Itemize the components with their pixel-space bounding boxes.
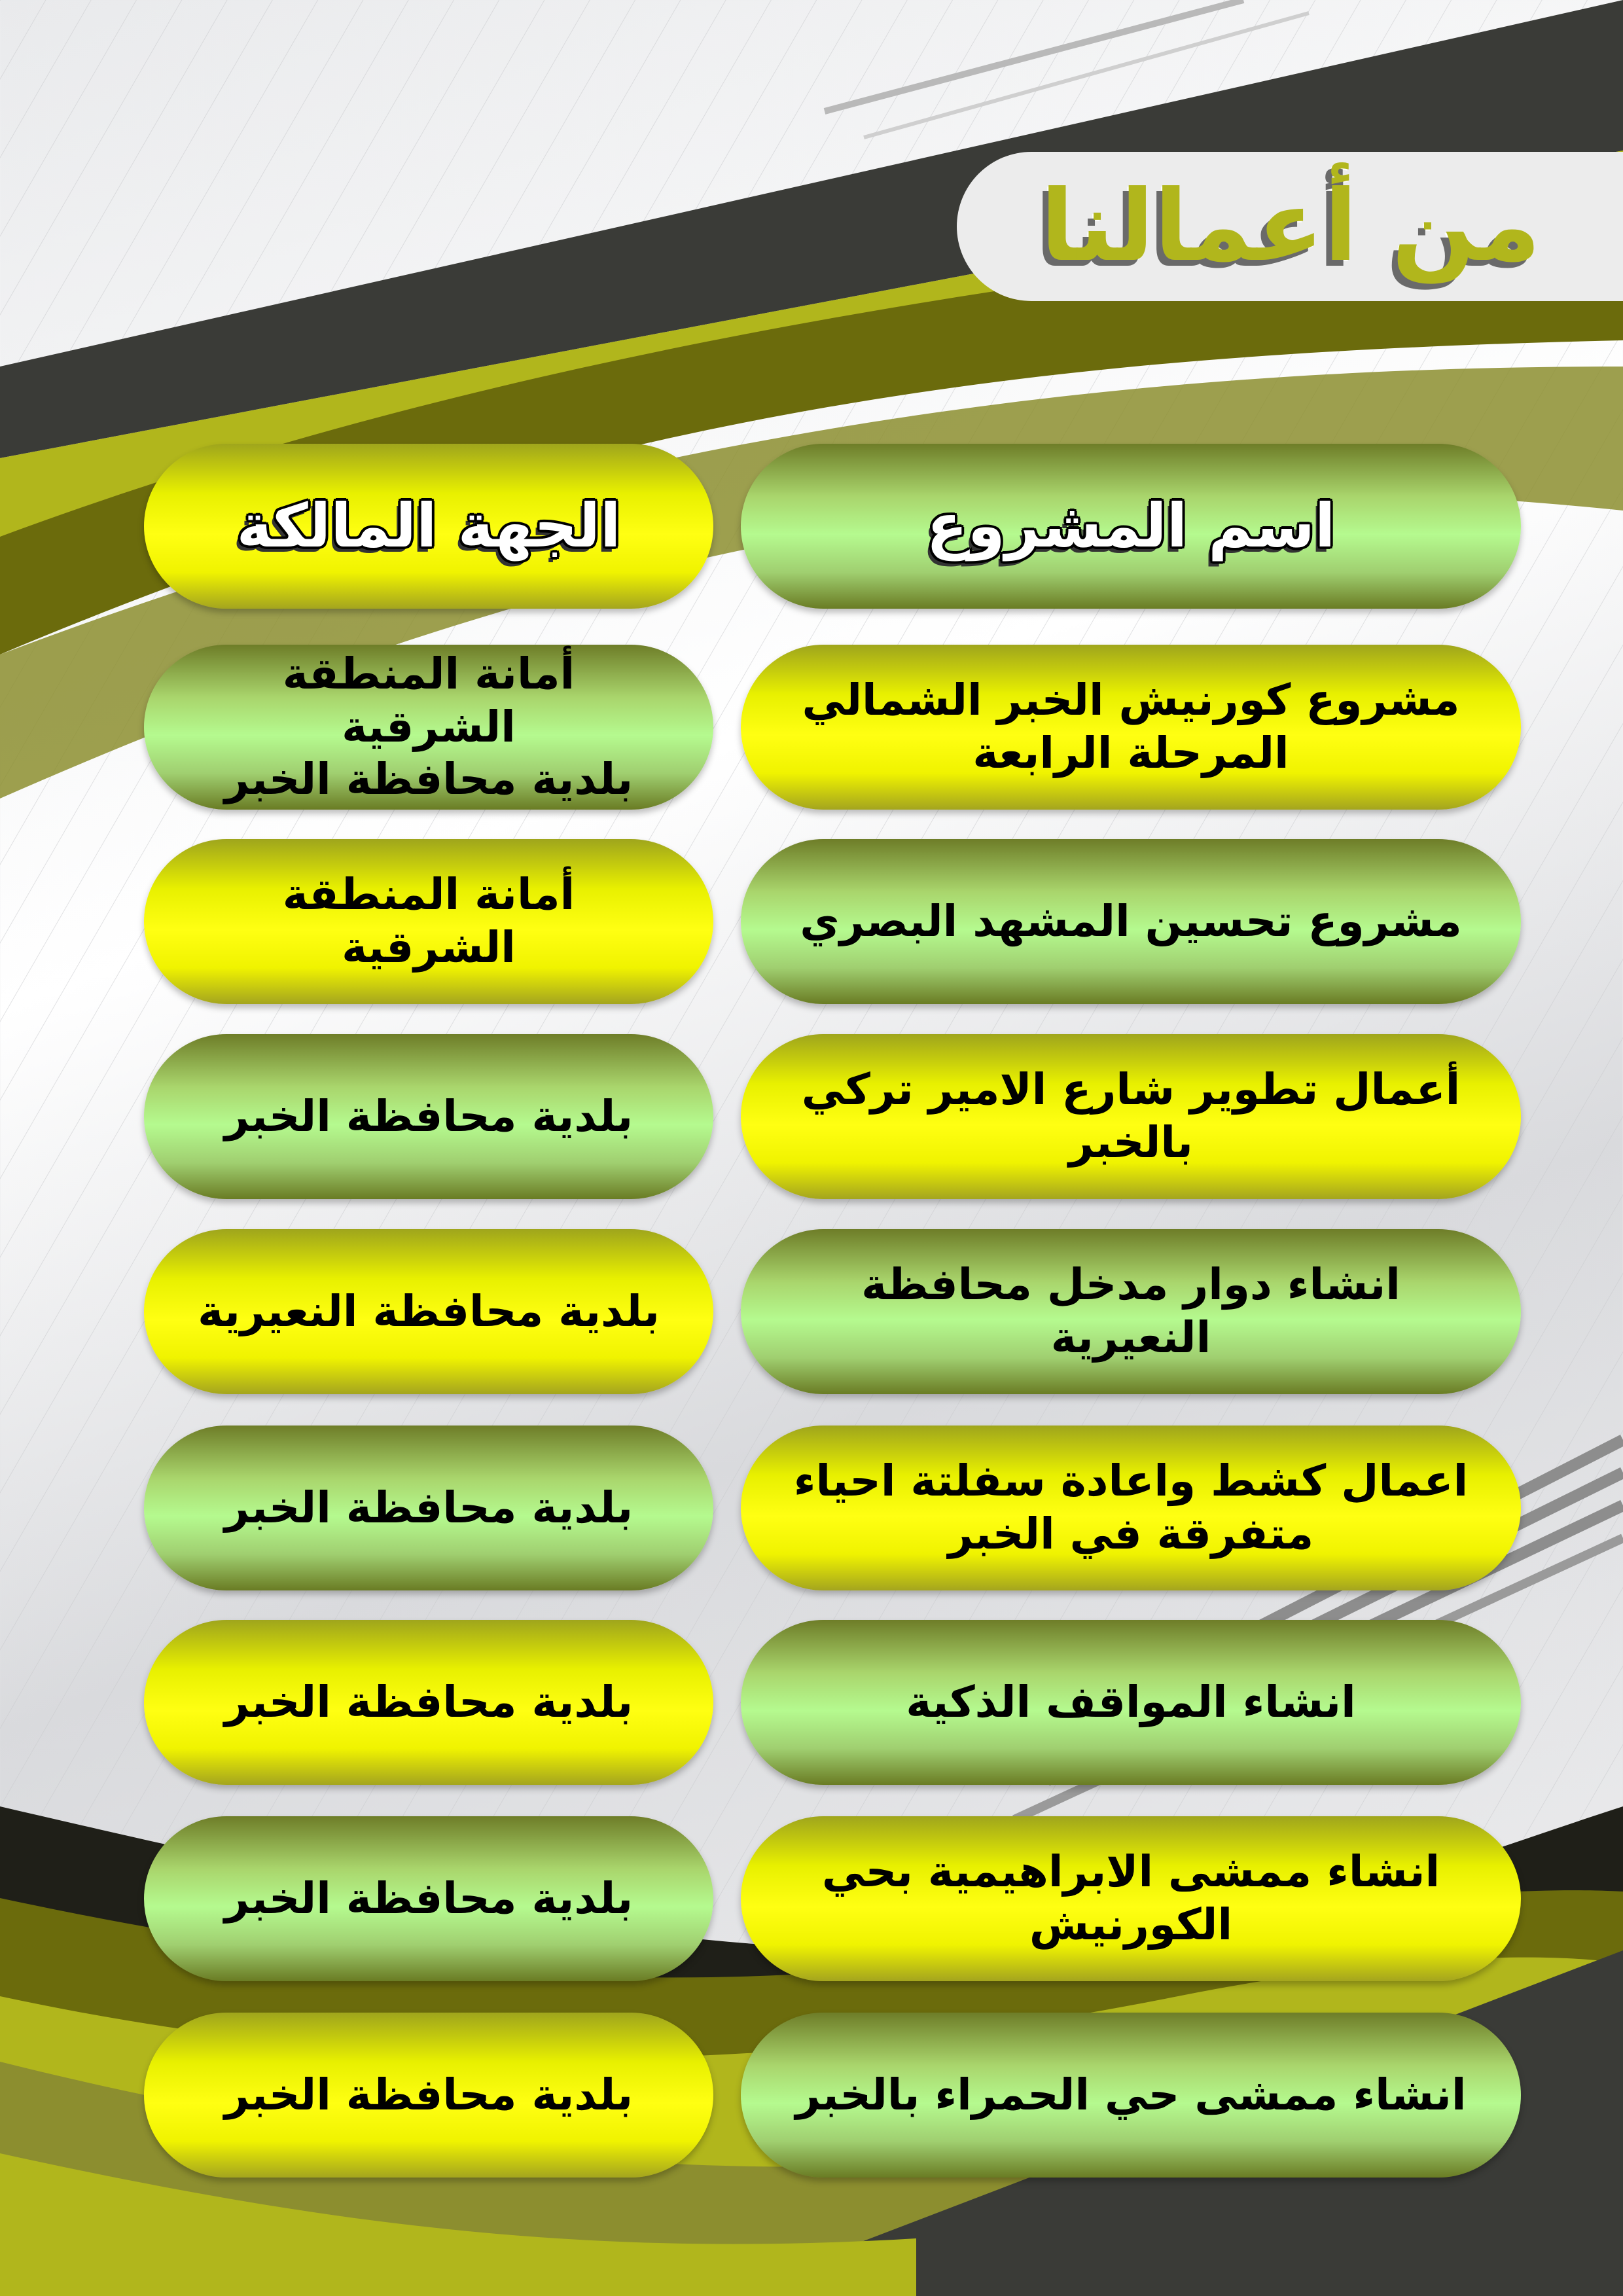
project-cell — [741, 1034, 1521, 1199]
owner-cell — [144, 645, 713, 810]
project-cell — [741, 645, 1521, 810]
owner-cell — [144, 2013, 713, 2178]
owner-cell — [144, 839, 713, 1004]
owner-name: بلدية محافظة الخبر — [224, 1873, 633, 1924]
page-title: من أعمالنا — [1040, 170, 1541, 283]
header-owner — [144, 444, 713, 609]
project-name: انشاء ممشى حي الحمراء بالخبر — [795, 2069, 1467, 2120]
project-cell — [741, 1816, 1521, 1981]
owner-name: أمانة المنطقة الشرقية بلدية محافظة الخبر — [224, 649, 633, 805]
project-cell — [741, 1426, 1521, 1590]
owner-name: أمانة المنطقة الشرقية — [282, 869, 575, 973]
owner-name: بلدية محافظة الخبر — [224, 2069, 633, 2120]
owner-cell — [144, 1620, 713, 1785]
project-cell — [741, 839, 1521, 1004]
owner-cell — [144, 1426, 713, 1590]
project-name: انشاء ممشى الابراهيمية بحي الكورنيش — [821, 1846, 1440, 1950]
project-name: مشروع تحسين المشهد البصري — [800, 895, 1462, 946]
owner-name: بلدية محافظة النعيرية — [198, 1285, 660, 1336]
project-name: اعمال كشط واعادة سفلتة احياء متفرقة في الخبر — [793, 1456, 1469, 1559]
owner-name: بلدية محافظة الخبر — [224, 1090, 633, 1141]
project-cell — [741, 1620, 1521, 1785]
owner-cell — [144, 1034, 713, 1199]
project-name: انشاء دوار مدخل محافظة النعيرية — [861, 1259, 1400, 1363]
owner-cell — [144, 1816, 713, 1981]
title-banner — [957, 152, 1623, 301]
header-owner-label: الجهة المالكة — [236, 490, 621, 561]
owner-name: بلدية محافظة الخبر — [224, 1676, 633, 1727]
owner-cell — [144, 1229, 713, 1394]
project-name: انشاء المواقف الذكية — [906, 1676, 1356, 1727]
owner-name: بلدية محافظة الخبر — [224, 1482, 633, 1533]
header-project-label: اسم المشروع — [926, 490, 1336, 561]
project-name: مشروع كورنيش الخبر الشمالي المرحلة الرابعة — [802, 675, 1460, 778]
project-cell — [741, 2013, 1521, 2178]
header-project-name — [741, 444, 1521, 609]
project-cell — [741, 1229, 1521, 1394]
project-name: أعمال تطوير شارع الامير تركي بالخبر — [801, 1064, 1461, 1168]
